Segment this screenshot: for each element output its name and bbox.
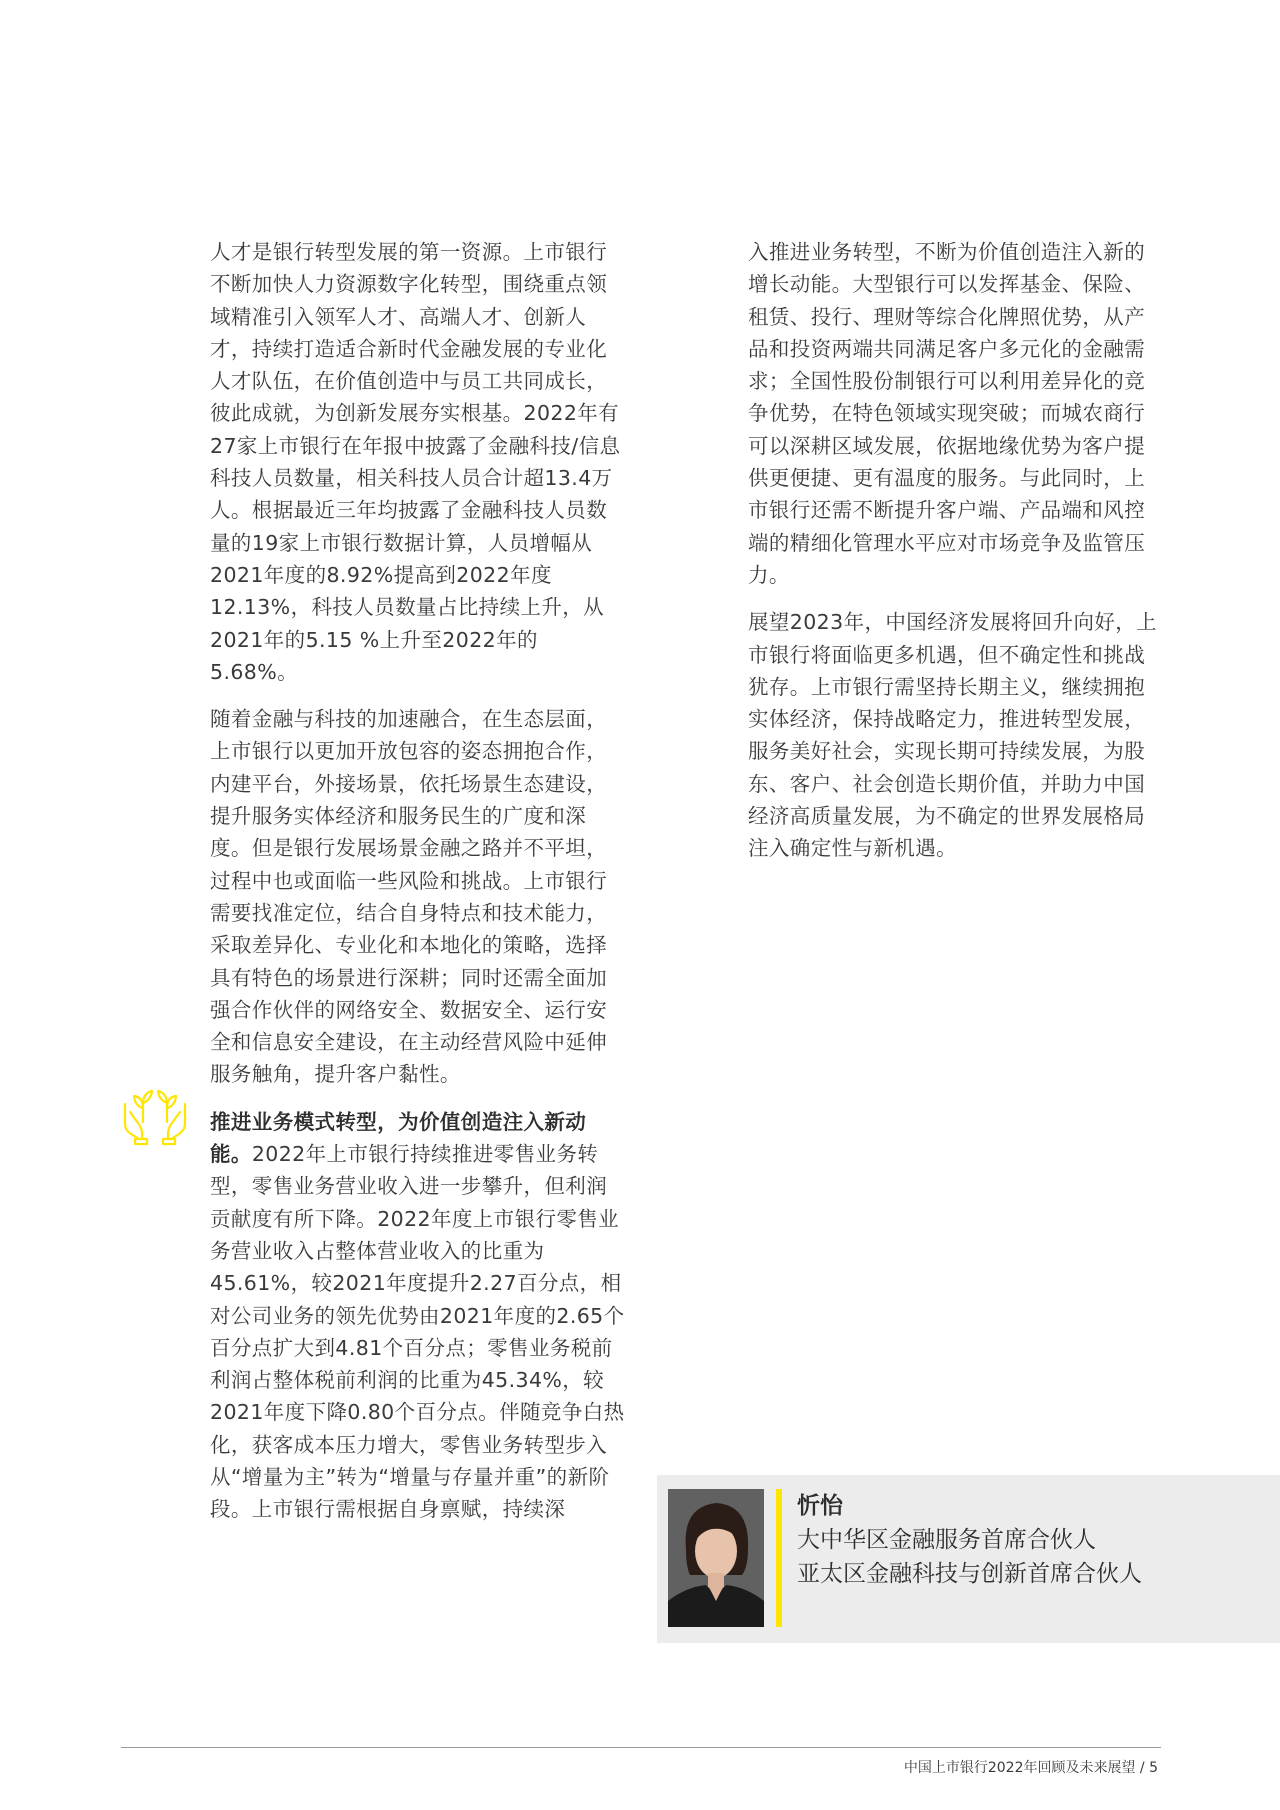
- right-column: [748, 236, 1160, 880]
- profile-card: [657, 1475, 1280, 1643]
- paragraph-talent: 人才是银行转型发展的第一资源。上市银行不断加快人力资源数字化转型，围绕重点领域精准引入领军人才、高端人才、创新人才，持续打造适合新时代金融发展的专业化人才队伍，在价值创造中与员工共同成长，彼此成就，为创新发展夯实根基。2022年有27家上市银行在年报中披露了金融科技/信息科技人员数量，相关科技人员合计超13.4万人。根据最近三年均披露了金融科技人员数量的19家上市银行数据计算，人员增幅从2021年度的8.92%提高到2022年度12.13%，科技人员数量占比持续上升，从2021年的5.15 %上升至2022年的5.68%。: [210, 240, 621, 684]
- profile-title: 大中华区金融服务首席合伙人: [797, 1527, 1096, 1553]
- hands-holding-plants-icon: [121, 1078, 189, 1146]
- paragraph-transformation: 入推进业务转型，不断为价值创造注入新的增长动能。大型银行可以发挥基金、保险、租赁、投行、理财等综合化牌照优势，从产品和投资两端共同满足客户多元化的金融需求；全国性股份制银行可以利用差异化的竞争优势，在特色领域实现突破；而城农商行可以深耕区域发展，依据地缘优势为客户提供更便捷、更有温度的服务。与此同时，上市银行还需不断提升客户端、产品端和风控端的精细化管理水平应对市场竞争及监管压力。: [748, 240, 1146, 587]
- paragraph-ecosystem: 随着金融与科技的加速融合，在生态层面，上市银行以更加开放包容的姿态拥抱合作，内建平台，外接场景，依托场景生态建设，提升服务实体经济和服务民生的广度和深度。但是银行发展场景金融之路并不平坦，过程中也或面临一些风险和挑战。上市银行需要找准定位，结合自身特点和技术能力，采取差异化、专业化和本地化的策略，选择具有特色的场景进行深耕；同时还需全面加强合作伙伴的网络安全、数据安全、运行安全和信息安全建设，在主动经营风险中延伸服务触角，提升客户黏性。: [210, 707, 608, 1087]
- profile-name: 忻怡: [797, 1493, 843, 1519]
- left-column: [210, 236, 625, 1541]
- accent-bar: [776, 1489, 782, 1627]
- paragraph-outlook: 展望2023年，中国经济发展将回升向好，上市银行将面临更多机遇，但不确定性和挑战犹存。上市银行需坚持长期主义，继续拥抱实体经济，保持战略定力，推进转型发展，服务美好社会，实现长期可持续发展，为股东、客户、社会创造长期价值，并助力中国经济高质量发展，为不确定的世界发展格局注入确定性与新机遇。: [748, 610, 1158, 861]
- footer-page-label: 中国上市银行2022年回顾及未来展望 / 5: [903, 1760, 1158, 1776]
- portrait-image: [668, 1489, 764, 1627]
- paragraph-body: 2022年上市银行持续推进零售业务转型，零售业务营业收入进一步攀升，但利润贡献度有所下降。2022年度上市银行零售业务营业收入占整体营业收入的比重为45.61%，较2021年度提升2.27百分点，相对公司业务的领先优势由2021年度的2.65个百分点扩大到4.81个百分点；零售业务税前利润占整体税前利润的比重为45.34%，较2021年度下降0.80个百分点。伴随竞争白热化，获客成本压力增大，零售业务转型步入从“增量为主”转为“增量与存量并重”的新阶段。上市银行需根据自身禀赋，持续深: [210, 1142, 625, 1522]
- profile-title: 亚太区金融科技与创新首席合伙人: [797, 1561, 1142, 1587]
- profile-photo: [668, 1489, 764, 1627]
- paragraph-business-model: [210, 1106, 625, 1526]
- paragraph-lead: 推进业务模式转型，为价值创造注入新动能。: [210, 1109, 587, 1167]
- footer-divider: [121, 1747, 1161, 1748]
